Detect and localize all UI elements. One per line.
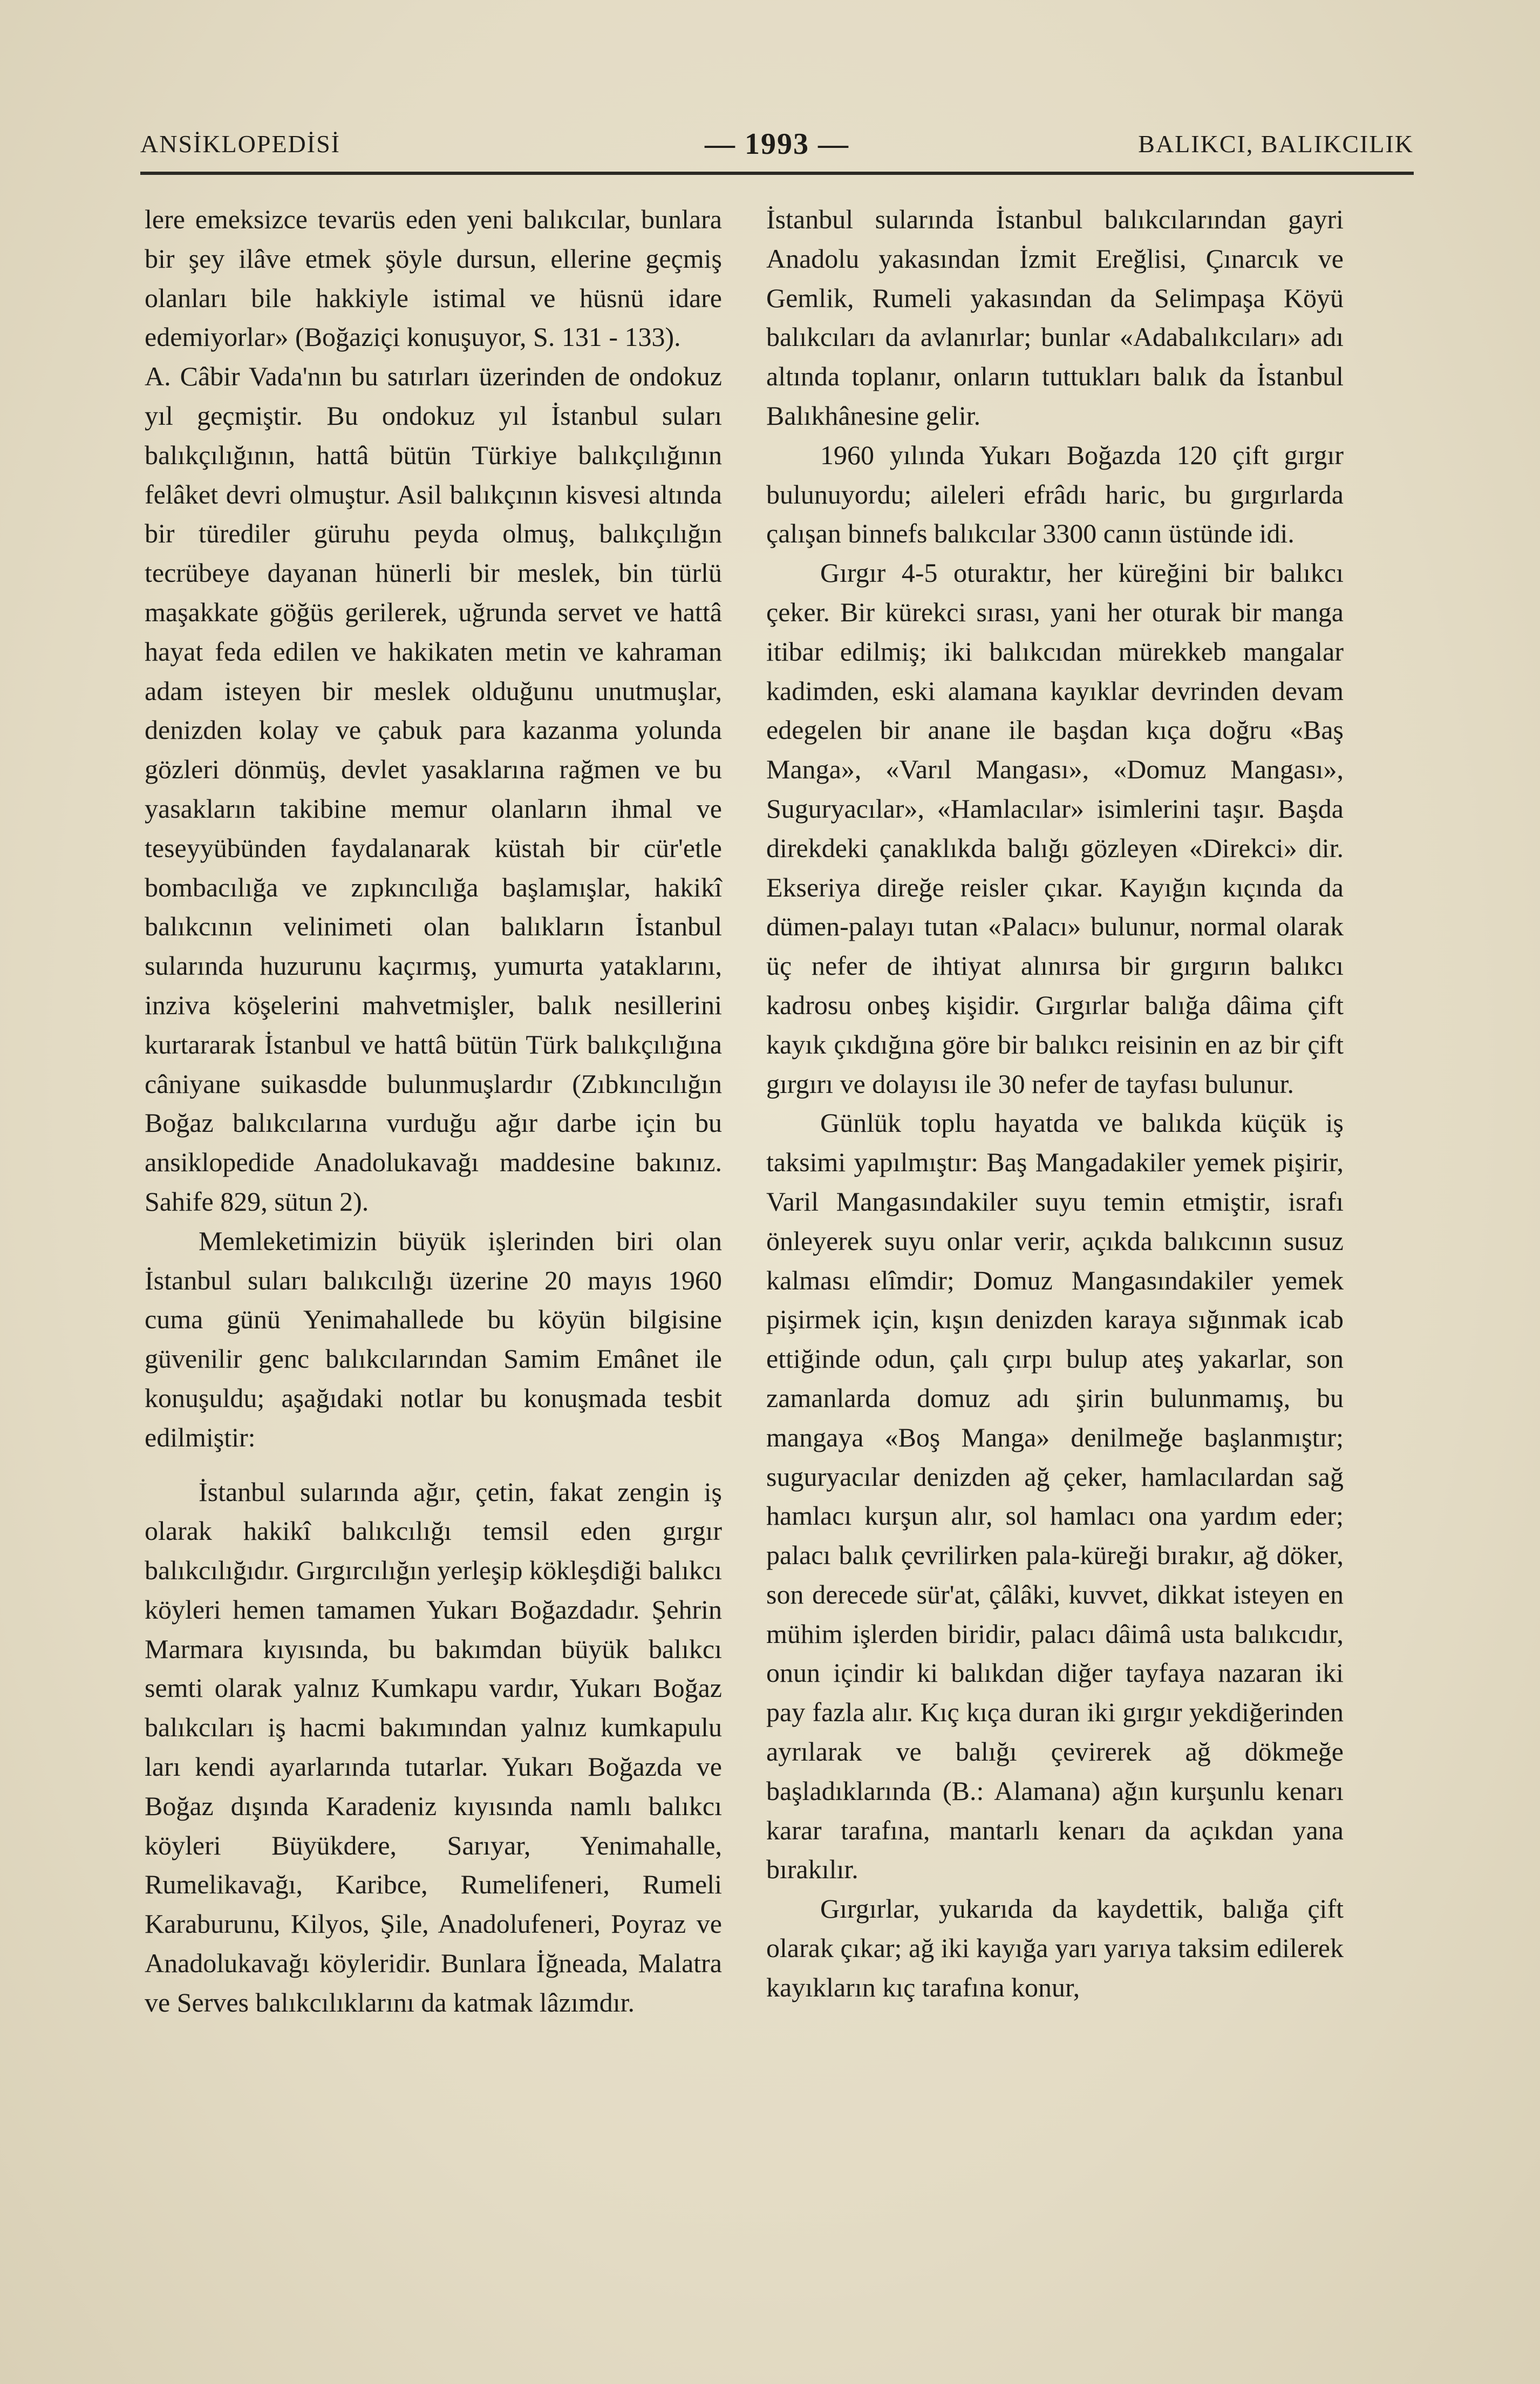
paragraph: Gırgırlar, yukarıda da kaydettik, balığa çift olarak çıkar; ağ iki kayığa yarı yarıya taksim edilerek kayıkların kıç tarafına konur, xyxy=(766,1893,1344,2002)
right-column xyxy=(766,200,1344,2007)
paragraph: Günlük toplu hayatda ve balıkda küçük iş taksimi yapılmıştır: Baş Mangadakiler yemek pişirir, Varil Mangasındakiler suyu temin etmiştir, israfı önleyerek suyu onlar verir, açıkda balıkcının susuz kalması elîmdir; Domuz Mangasındakiler yemek pişirmek için, kışın denizden karaya sığınmak icab ettiğinde odun, çalı çırpı bulup ateş yakarlar, son zamanlarda domuz adı şirin bulunmamış, bu mangaya «Boş Manga» denilmeğe başlanmıştır; suguryacılar denizden ağ çeker, hamlacılardan sağ hamlacı kurşun alır, sol hamlacı ona yardım eder; palacı balık çevrilirken pala-küreği bırakır, ağ döker, son derecede sür'at, çâlâki, kuvvet, dikkat isteyen en mühim işlerden biridir, palacı dâimâ usta balıkcıdır, onun içindir ki balıkdan diğer tayfaya nazaran iki pay fazla alır. Kıç kıça duran iki gırgır yekdiğerinden ayrılarak ve balığı çevirerek ağ dökmeğe başladıklarında (B.: Alamana) ağın kurşunlu kenarı karar tarafına, mantarlı kenarı da açıkdan yana bırakılır. xyxy=(766,1108,1344,1885)
page-number: — 1993 — xyxy=(705,127,849,161)
paragraph: A. Câbir Vada'nın bu satırları üzerinden de ondokuz yıl geçmiştir. Bu ondokuz yıl İstanbul suları balıkçılığının, hattâ bütün Türkiye balıkçılığının felâket devri olmuştur. Asil balıkçının kisvesi altında bir türediler güruhu peyda olmuş, balıkçılığın tecrübeye dayanan hünerli bir meslek, bin türlü maşakkate göğüs gerilerek, uğrunda servet ve hattâ hayat feda edilen ve hakikaten metin ve kahraman adam isteyen bir meslek olduğunu unutmuşlar, denizden kolay ve çabuk para kazanma yolunda gözleri dönmüş, devlet yasaklarına rağmen ve bu yasakların takibine memur olanların ihmal ve teseyyübünden faydalanarak küstah bir cür'etle bombacılığa ve zıpkıncılığa başlamışlar, hakikî balıkcının velinimeti olan balıkların İstanbul sularında huzurunu kaçırmış, yumurta yataklarını, inziva köşelerini mahvetmişler, balık nesillerini kurtararak İstanbul ve hattâ bütün Türk balıkçılığına câniyane suikasdde bulunmuşlardır (Zıbkıncılığın Boğaz balıkcılarına vurduğu ağır darbe için bu ansiklopedide Anadolukavağı maddesine bakınız. Sahife 829, sütun 2). xyxy=(145,361,722,1217)
header-rule xyxy=(140,172,1414,175)
running-title-left: ANSİKLOPEDİSİ xyxy=(140,130,340,158)
paragraph: Memleketimizin büyük işlerinden biri olan İstanbul suları balıkcılığı üzerine 20 mayıs 1960 cuma günü Yenimahallede bu köyün bilgisine güvenilir genc balıkcılarından Samim Emânet ile konuşuldu; aşağıdaki notlar bu konuşmada tesbit edilmiştir: xyxy=(145,1225,722,1452)
paragraph: Gırgır 4-5 oturaktır, her küreğini bir balıkcı çeker. Bir kürekci sırası, yani her oturak bir manga itibar edilmiş; iki balıkcıdan mürekkeb mangalar kadimden, eski alamana kayıklar devrinden devam edegelen bir anane ile başdan kıça doğru «Baş Manga», «Varıl Mangası», «Domuz Mangası», Suguryacılar», «Hamlacılar» isimlerini taşır. Başda direkdeki çanaklıkda balığı gözleyen «Direkci» dir. Ekseriya direğe reisler çıkar. Kayığın kıçında da dümen-palayı tutan «Palacı» bulunur, normal olarak üç nefer de ihtiyat alınırsa bir gırgırın balıkcı kadrosu onbeş kişidir. Gırgırlar balığa dâima çift kayık çıkdığına göre bir balıkcı reisinin en az bir çift gırgırı ve dolayısı ile 30 nefer de tayfası bulunur. xyxy=(766,558,1344,1099)
page-header xyxy=(140,125,1414,163)
running-title-right: BALIKCI, BALIKCILIK xyxy=(1138,130,1414,158)
paragraph: İstanbul sularında İstanbul balıkcılarından gayri Anadolu yakasından İzmit Ereğlisi, Çınarcık ve Gemlik, Rumeli yakasından da Selimpaşa Köyü balıkcıları da avlanırlar; bunlar «Adabalıkcıları» adı altında toplanır, onların tuttukları balık da İstanbul Balıkhânesine gelir. xyxy=(766,204,1344,431)
paragraph: İstanbul sularında ağır, çetin, fakat zengin iş olarak hakikî balıkcılığı temsil eden gırgır balıkcılığıdır. Gırgırcılığın yerleşip kökleşdiği balıkcı köyleri hemen tamamen Yukarı Boğazdadır. Şehrin Marmara kıyısında, bu bakımdan büyük balıkcı semti olarak yalnız Kumkapu vardır, Yukarı Boğaz balıkcıları iş hacmi bakımından yalnız kumkapulu ları kendi ayarlarında tutarlar. Yukarı Boğazda ve Boğaz dışında Karadeniz kıyısında namlı balıkcı köyleri Büyükdere, Sarıyar, Yenimahalle, Rumelikavağı, Karibce, Rumelifeneri, Rumeli Karaburunu, Kilyos, Şile, Anadolufeneri, Poyraz ve Anadolukavağı köyleridir. Bunlara İğneada, Malatra ve Serves balıkcılıklarını da katmak lâzımdır. xyxy=(145,1476,722,2018)
paragraph: 1960 yılında Yukarı Boğazda 120 çift gırgır bulunuyordu; aileleri efrâdı haric, bu gırgırlarda çalışan binnefs balıkcılar 3300 canın üstünde idi. xyxy=(766,439,1344,549)
paragraph: lere emeksizce tevarüs eden yeni balıkcılar, bunlara bir şey ilâve etmek şöyle dursun, ellerine geçmiş olanları bile hakkiyle istimal ve hüsnü idare edemiyorlar» (Boğaziçi konuşuyor, S. 131 - 133). xyxy=(145,204,722,352)
left-column xyxy=(145,200,722,2022)
